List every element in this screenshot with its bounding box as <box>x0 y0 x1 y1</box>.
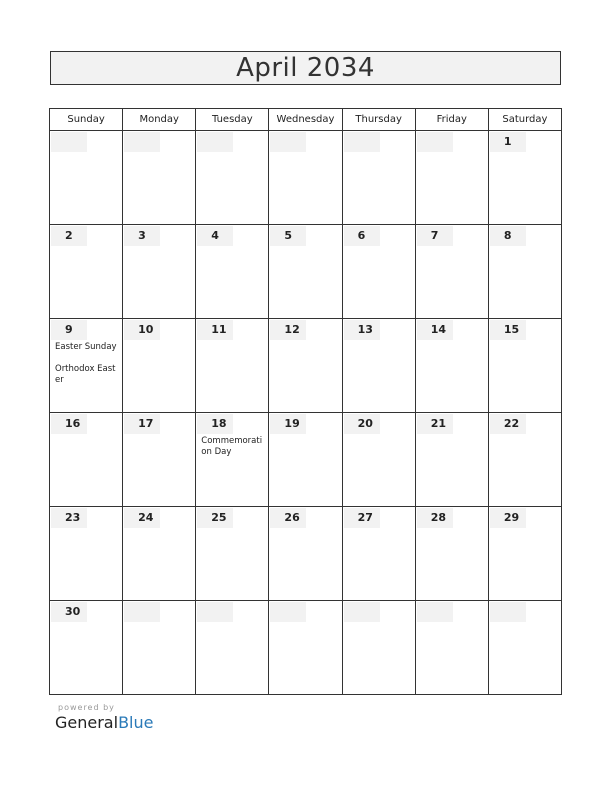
day-number: 17 <box>124 414 160 434</box>
day-number <box>417 602 453 622</box>
day-number: 23 <box>51 508 87 528</box>
day-number: 2 <box>51 226 87 246</box>
calendar-title: April 2034 <box>236 53 375 83</box>
day-cell-empty <box>269 131 342 225</box>
day-cell-empty <box>488 601 561 695</box>
day-number: 3 <box>124 226 160 246</box>
day-cell-9 <box>50 319 123 413</box>
day-cell-empty <box>415 131 488 225</box>
day-cell-empty <box>50 131 123 225</box>
brand-blue-text: Blue <box>118 713 154 732</box>
weekday-friday: Friday <box>415 109 488 131</box>
week-row <box>50 225 562 319</box>
day-cell-empty <box>342 131 415 225</box>
day-cell-7 <box>415 225 488 319</box>
day-number: 20 <box>344 414 380 434</box>
day-cell-10 <box>123 319 196 413</box>
day-number: 12 <box>270 320 306 340</box>
day-number: 13 <box>344 320 380 340</box>
day-cell-24 <box>123 507 196 601</box>
week-row <box>50 319 562 413</box>
day-number: 27 <box>344 508 380 528</box>
day-cell-29 <box>488 507 561 601</box>
day-cell-2 <box>50 225 123 319</box>
day-cell-28 <box>415 507 488 601</box>
day-cell-11 <box>196 319 269 413</box>
day-number: 8 <box>490 226 526 246</box>
day-number: 7 <box>417 226 453 246</box>
day-number <box>51 132 87 152</box>
day-number: 22 <box>490 414 526 434</box>
day-cell-18 <box>196 413 269 507</box>
day-cell-empty <box>269 601 342 695</box>
day-number <box>344 132 380 152</box>
day-cell-14 <box>415 319 488 413</box>
day-cell-27 <box>342 507 415 601</box>
day-number <box>270 602 306 622</box>
day-cell-4 <box>196 225 269 319</box>
day-cell-empty <box>415 601 488 695</box>
day-cell-empty <box>196 601 269 695</box>
day-cell-19 <box>269 413 342 507</box>
weekday-header-row <box>50 109 562 131</box>
day-cell-17 <box>123 413 196 507</box>
day-cell-23 <box>50 507 123 601</box>
day-number <box>197 602 233 622</box>
day-number <box>344 602 380 622</box>
holiday-label: Easter Sunday <box>55 342 117 352</box>
calendar-grid <box>49 108 562 695</box>
calendar-title-box <box>50 51 561 85</box>
day-cell-22 <box>488 413 561 507</box>
footer-branding <box>55 703 153 732</box>
holiday-list <box>50 340 122 386</box>
powered-by-text: powered by <box>58 703 115 712</box>
day-cell-20 <box>342 413 415 507</box>
day-cell-empty <box>196 131 269 225</box>
day-number <box>124 602 160 622</box>
day-cell-25 <box>196 507 269 601</box>
day-number <box>490 602 526 622</box>
day-cell-15 <box>488 319 561 413</box>
day-number: 21 <box>417 414 453 434</box>
day-cell-empty <box>342 601 415 695</box>
holiday-label: Commemoration Day <box>201 436 263 457</box>
day-number: 9 <box>51 320 87 340</box>
day-cell-5 <box>269 225 342 319</box>
day-number: 19 <box>270 414 306 434</box>
day-number <box>124 132 160 152</box>
day-number: 4 <box>197 226 233 246</box>
holiday-label: Orthodox Easter <box>55 364 116 385</box>
day-number <box>270 132 306 152</box>
day-cell-empty <box>123 601 196 695</box>
day-cell-empty <box>123 131 196 225</box>
week-row <box>50 601 562 695</box>
day-number: 28 <box>417 508 453 528</box>
week-row <box>50 413 562 507</box>
weekday-saturday: Saturday <box>488 109 561 131</box>
day-cell-21 <box>415 413 488 507</box>
day-number <box>197 132 233 152</box>
day-number: 5 <box>270 226 306 246</box>
day-number: 26 <box>270 508 306 528</box>
day-cell-8 <box>488 225 561 319</box>
day-number: 25 <box>197 508 233 528</box>
day-number <box>417 132 453 152</box>
weekday-monday: Monday <box>123 109 196 131</box>
day-number: 14 <box>417 320 453 340</box>
weekday-sunday: Sunday <box>50 109 123 131</box>
day-number: 6 <box>344 226 380 246</box>
weekday-thursday: Thursday <box>342 109 415 131</box>
day-cell-16 <box>50 413 123 507</box>
week-row <box>50 131 562 225</box>
weekday-wednesday: Wednesday <box>269 109 342 131</box>
day-cell-6 <box>342 225 415 319</box>
day-number: 15 <box>490 320 526 340</box>
weekday-tuesday: Tuesday <box>196 109 269 131</box>
day-cell-13 <box>342 319 415 413</box>
day-cell-26 <box>269 507 342 601</box>
day-number: 24 <box>124 508 160 528</box>
generalblue-logo <box>55 713 153 732</box>
day-number: 11 <box>197 320 233 340</box>
day-number: 16 <box>51 414 87 434</box>
day-cell-1 <box>488 131 561 225</box>
day-number: 1 <box>490 132 526 152</box>
day-cell-3 <box>123 225 196 319</box>
day-number: 18 <box>197 414 233 434</box>
day-cell-30 <box>50 601 123 695</box>
day-cell-12 <box>269 319 342 413</box>
holiday-list <box>196 434 268 458</box>
day-number: 30 <box>51 602 87 622</box>
brand-general-text: General <box>55 713 119 732</box>
day-number: 10 <box>124 320 160 340</box>
day-number: 29 <box>490 508 526 528</box>
week-row <box>50 507 562 601</box>
